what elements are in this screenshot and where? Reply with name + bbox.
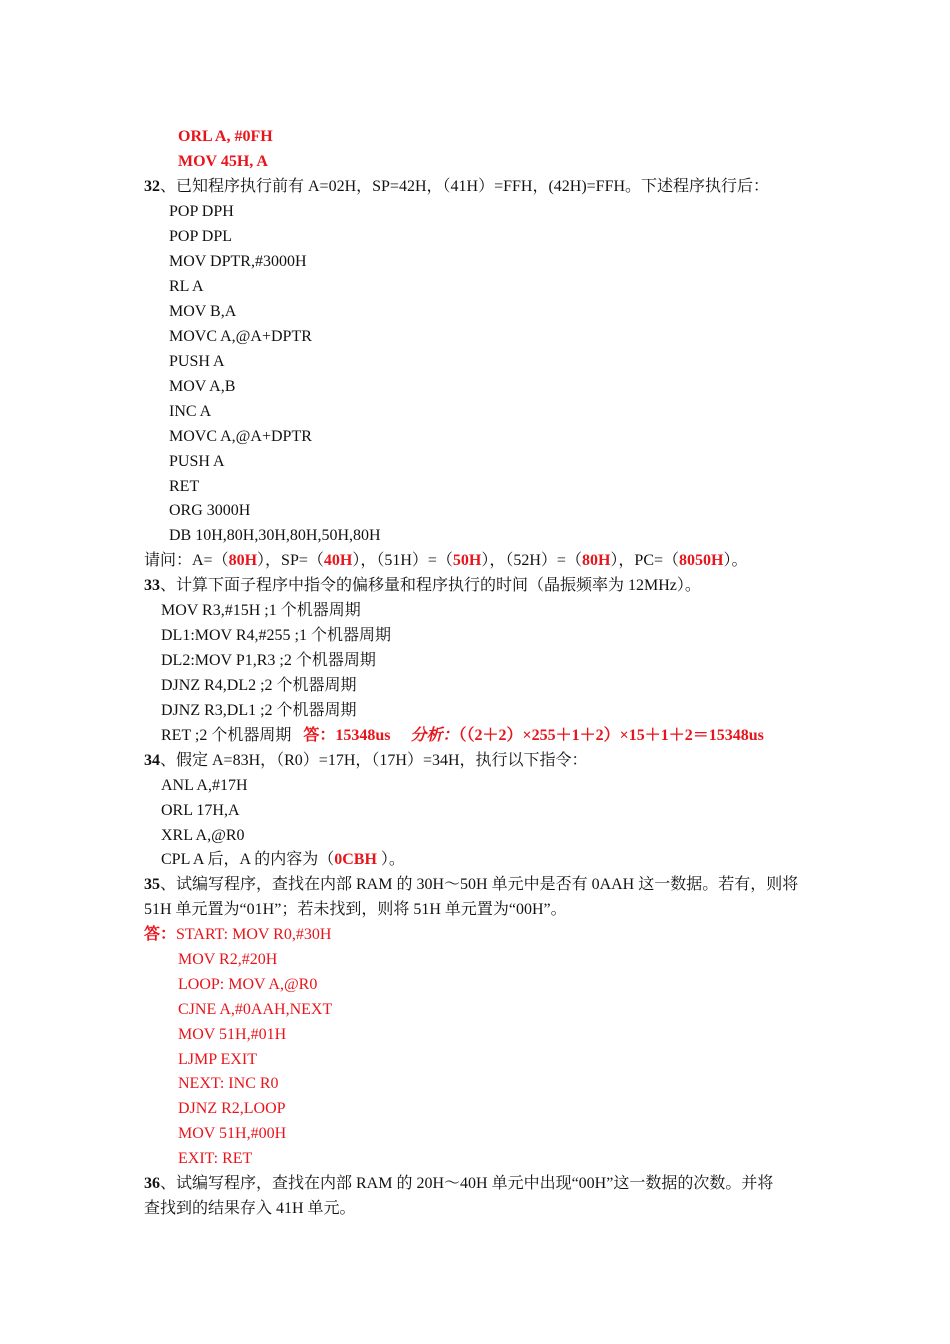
q34-answer-line: CPL A 后，A 的内容为（0CBH ）。 — [161, 851, 405, 868]
answer-value: 8050H — [679, 552, 724, 569]
question-text: 、计算下面子程序中指令的偏移量和程序执行的时间（晶振频率为 12MHz）。 — [160, 577, 701, 594]
code-line: DJNZ R4,DL2 ;2 个机器周期 — [161, 677, 357, 694]
answer-label: 答： — [144, 926, 177, 943]
code-line: DJNZ R2,LOOP — [178, 1100, 286, 1117]
code-line: RL A — [169, 278, 204, 295]
q35-text-continued: 51H 单元置为“01H”；若未找到，则将 51H 单元置为“00H”。 — [144, 901, 567, 918]
code-line: MOVC A,@A+DPTR — [169, 328, 312, 345]
code-line: PUSH A — [169, 453, 225, 470]
code-line: RET — [169, 478, 200, 495]
code-line: DJNZ R3,DL1 ;2 个机器周期 — [161, 702, 357, 719]
q34-heading — [144, 748, 588, 773]
analysis-text: （（2＋2）×255＋1＋2）×15＋1＋2＝15348us — [458, 727, 764, 744]
answer-value: 80H — [581, 552, 611, 569]
code-line: MOV A,B — [169, 378, 236, 395]
question-text: 、已知程序执行前有 A=02H，SP=42H，（41H）=FFH，(42H)=FFH。下述程序执行后： — [160, 178, 770, 195]
q33-heading — [144, 573, 701, 598]
code-line: ANL A,#17H — [161, 777, 248, 794]
question-number: 35 — [144, 876, 160, 893]
answer-value: 答：15348us — [303, 727, 391, 744]
code-line: MOV B,A — [169, 303, 237, 320]
question-number: 33 — [144, 577, 160, 594]
code-line: INC A — [169, 403, 212, 420]
q31-answer-line: ORL A, #0FH — [178, 128, 273, 145]
answer-value: 40H — [323, 552, 353, 569]
question-text: 、假定 A=83H，（R0）=17H，（17H）=34H，执行以下指令： — [160, 752, 588, 769]
answer-value: 50H — [452, 552, 482, 569]
q31-answer-line: MOV 45H, A — [178, 153, 268, 170]
code-line: POP DPH — [169, 203, 234, 220]
code-line: MOV 51H,#01H — [178, 1026, 287, 1043]
code-line: POP DPL — [169, 228, 232, 245]
code-line: DB 10H,80H,30H,80H,50H,80H — [169, 527, 381, 544]
q35-answer-first-line — [144, 922, 331, 947]
code-line: DL1:MOV R4,#255 ;1 个机器周期 — [161, 627, 391, 644]
code-line: CJNE A,#0AAH,NEXT — [178, 1001, 333, 1018]
question-number: 36 — [144, 1175, 160, 1192]
code-line: START: MOV R0,#30H — [176, 926, 332, 943]
code-line: MOV DPTR,#3000H — [169, 253, 307, 270]
code-line: RET ;2 个机器周期 — [161, 727, 292, 744]
answer-value: 0CBH — [334, 851, 377, 868]
code-line: LJMP EXIT — [178, 1051, 257, 1068]
question-text: 、试编写程序，查找在内部 RAM 的 20H～40H 单元中出现“00H”这一数据的次数。并将 — [160, 1175, 774, 1192]
q32-heading — [144, 174, 769, 199]
code-line: ORG 3000H — [169, 502, 251, 519]
code-line: EXIT: RET — [178, 1150, 253, 1167]
q36-heading — [144, 1171, 773, 1196]
question-number: 34 — [144, 752, 160, 769]
code-line: LOOP: MOV A,@R0 — [178, 976, 318, 993]
analysis-label: 分析： — [410, 727, 459, 744]
code-line: PUSH A — [169, 353, 225, 370]
code-line: MOVC A,@A+DPTR — [169, 428, 312, 445]
code-line: MOV R2,#20H — [178, 951, 278, 968]
q33-answer-line — [161, 723, 764, 748]
code-line: NEXT: INC R0 — [178, 1075, 279, 1092]
answer-value: 80H — [228, 552, 258, 569]
question-number: 32 — [144, 178, 160, 195]
code-line: DL2:MOV P1,R3 ;2 个机器周期 — [161, 652, 376, 669]
question-text: 、试编写程序，查找在内部 RAM 的 30H～50H 单元中是否有 0AAH 这一数据。若有，则将 — [160, 876, 799, 893]
code-line: MOV R3,#15H ;1 个机器周期 — [161, 602, 361, 619]
code-line: MOV 51H,#00H — [178, 1125, 287, 1142]
code-line: ORL 17H,A — [161, 802, 240, 819]
q32-question-line: 请问：A=（80H），SP=（40H），（51H）=（50H），（52H）=（80H），PC=（8050H）。 — [144, 552, 748, 569]
code-line: XRL A,@R0 — [161, 827, 245, 844]
q35-heading — [144, 872, 798, 897]
q36-text-continued: 查找到的结果存入 41H 单元。 — [144, 1200, 356, 1217]
